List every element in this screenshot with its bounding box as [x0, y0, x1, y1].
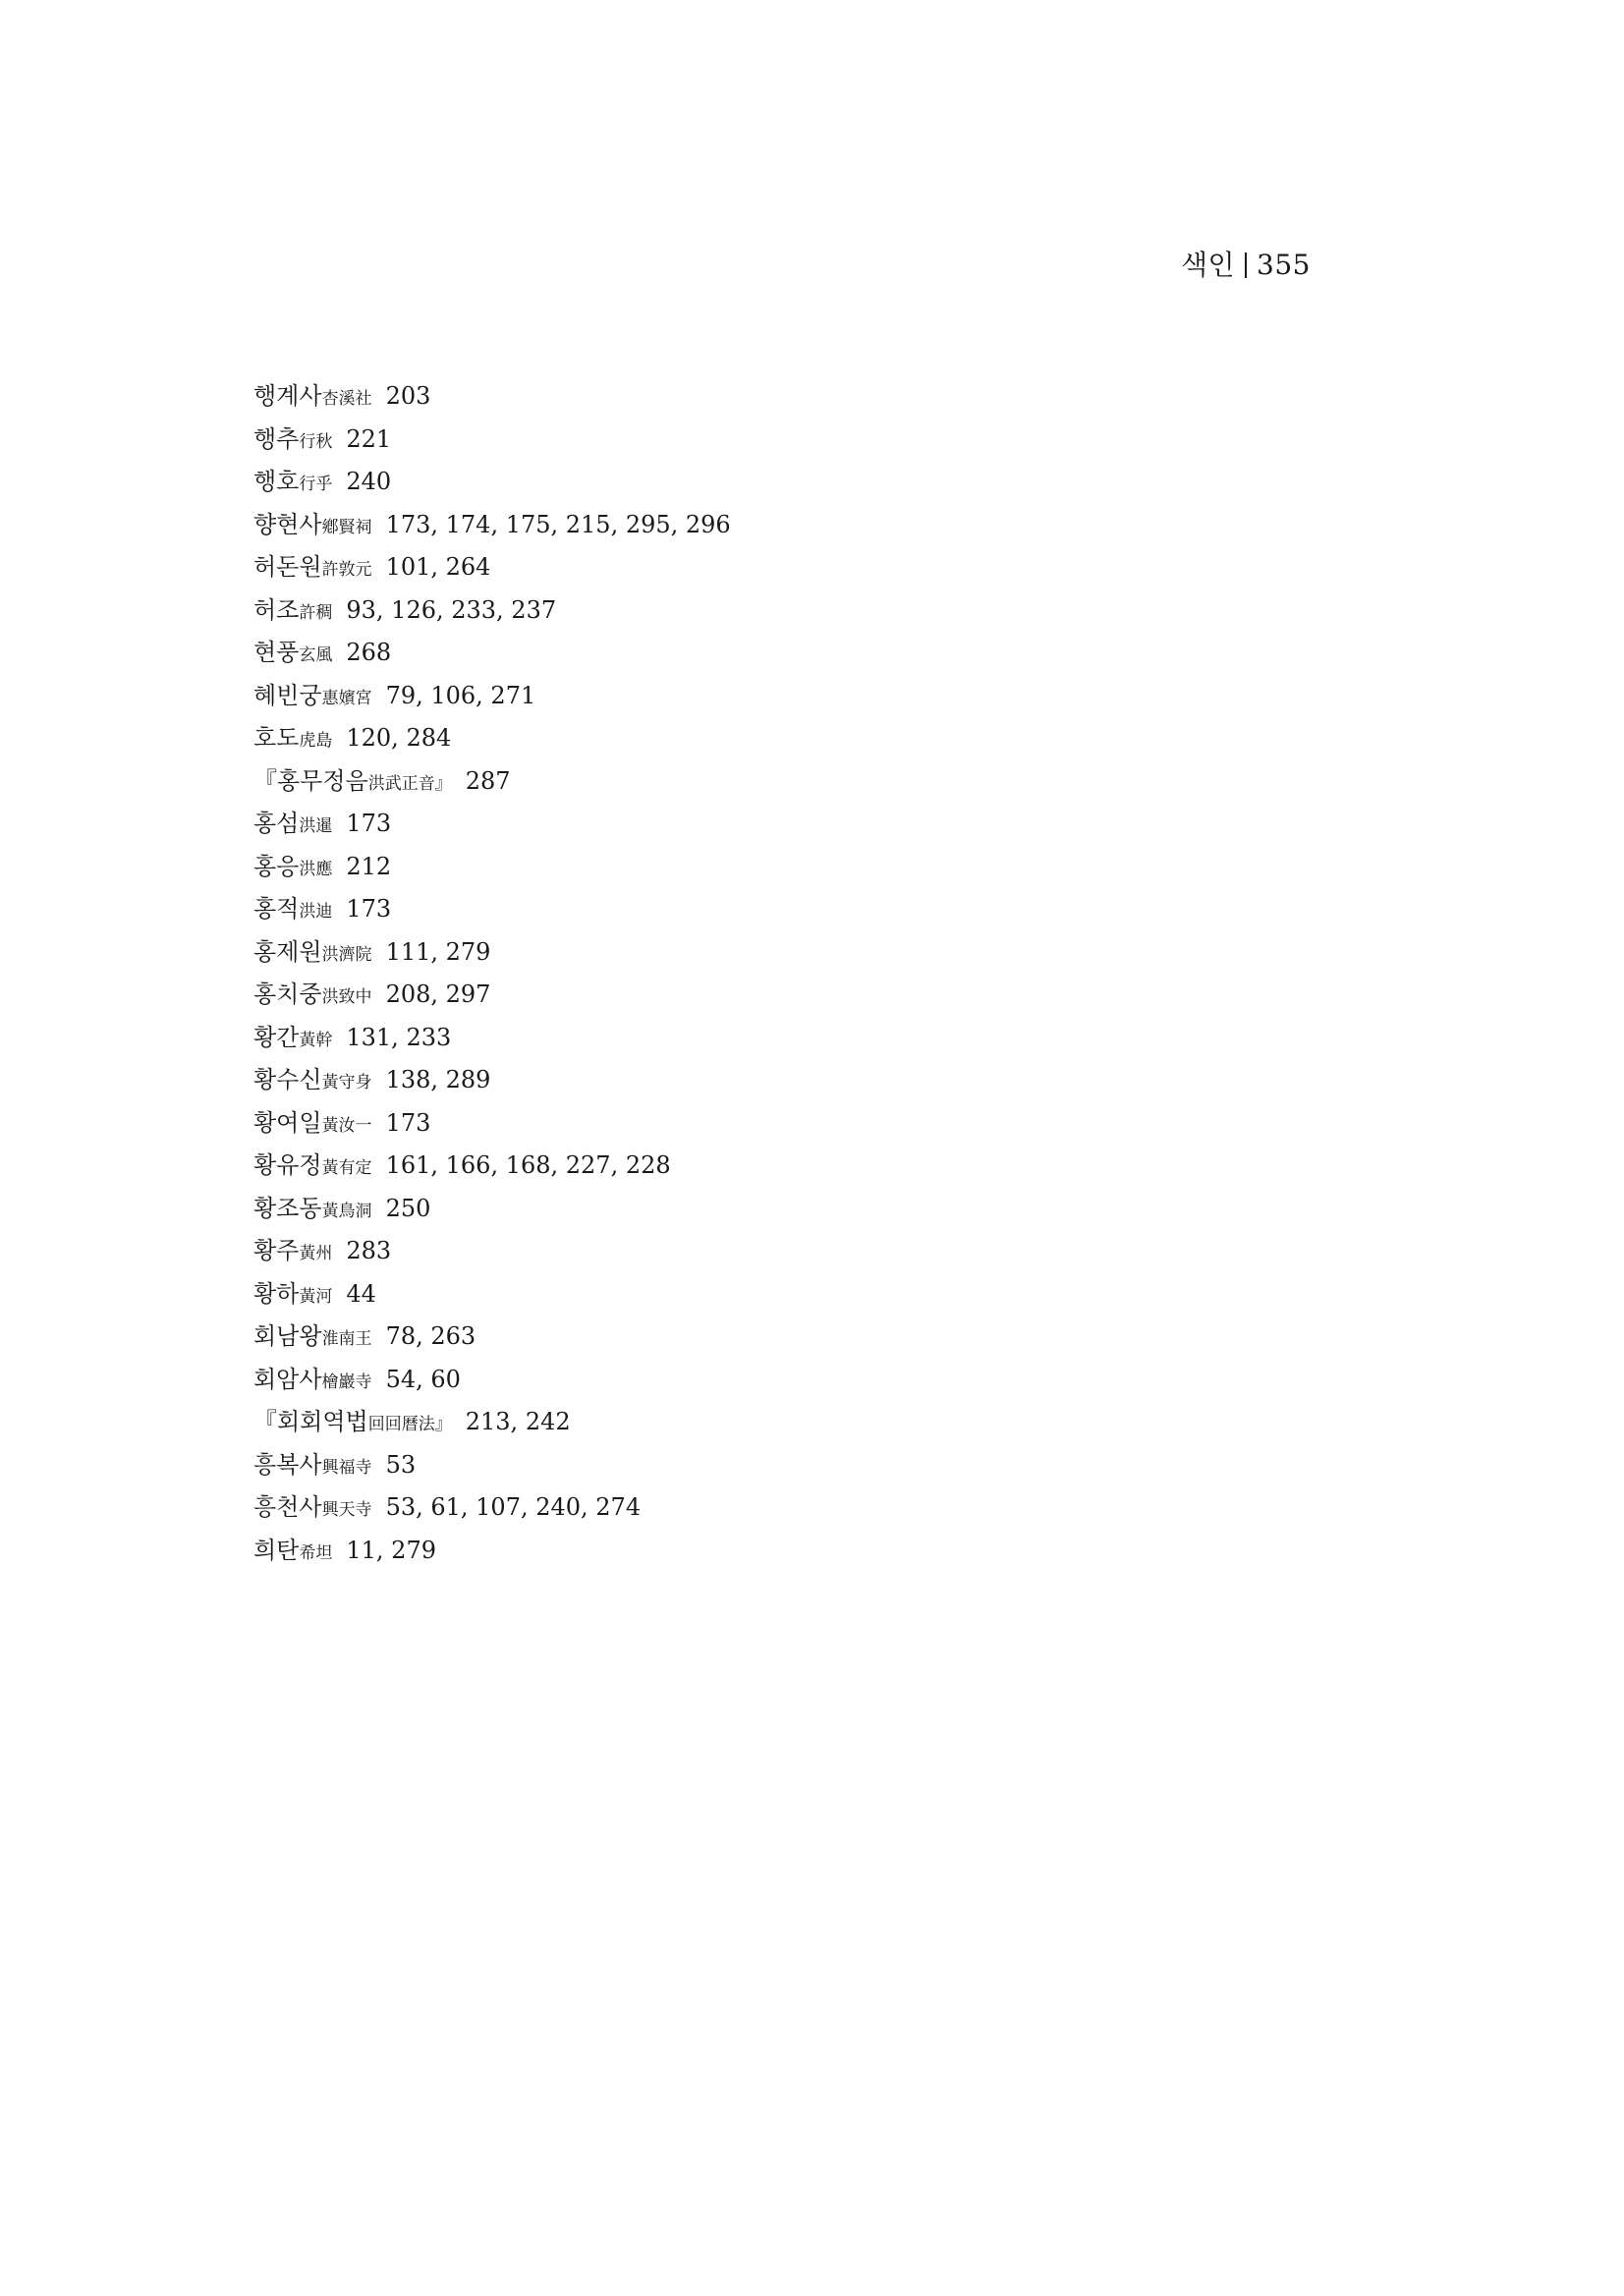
index-entry [253, 632, 731, 675]
index-term: 혜빈궁 [253, 681, 322, 709]
index-page-refs: 213, 242 [465, 1408, 571, 1435]
index-entry [253, 888, 731, 931]
index-term-hanja: 希坦 [299, 1542, 333, 1563]
index-page-refs: 221 [346, 424, 392, 453]
index-term-hanja: 許稠 [299, 602, 333, 623]
index-term: 홍응 [253, 852, 300, 880]
index-term: 회남왕 [253, 1322, 322, 1350]
index-page-refs: 111, 279 [385, 937, 491, 966]
index-term-hanja: 洪濟院 [321, 944, 372, 965]
index-term-hanja: 黃汝一 [321, 1115, 372, 1136]
index-page-refs: 138, 289 [385, 1066, 491, 1093]
index-page-refs: 250 [385, 1194, 431, 1222]
index-term-hanja: 黃河 [299, 1286, 333, 1307]
index-term-hanja: 黃有定 [321, 1158, 372, 1178]
index-term: 황주 [253, 1237, 300, 1264]
index-page-refs: 11, 279 [346, 1536, 436, 1564]
index-entry [253, 419, 731, 462]
index-entry [253, 1145, 731, 1188]
index-term-hanja: 檜巖寺 [321, 1372, 372, 1392]
index-term: 황유정 [253, 1151, 322, 1179]
index-term-hanja: 鄕賢祠 [321, 517, 372, 537]
index-term: 행계사 [253, 382, 322, 410]
index-page-refs: 173 [346, 810, 392, 837]
index-entry [253, 375, 731, 419]
index-entry [253, 1486, 731, 1530]
index-entry [253, 1230, 731, 1273]
index-term-hanja: 淮南王 [321, 1329, 372, 1349]
index-entry [253, 461, 731, 504]
index-term-hanja: 興天寺 [321, 1500, 372, 1520]
index-term: 홍치중 [253, 980, 322, 1008]
index-page-refs: 208, 297 [385, 980, 491, 1008]
index-term-hanja: 回回曆法』 [367, 1415, 452, 1434]
index-entry [253, 1530, 731, 1573]
index-term: 흥천사 [253, 1493, 322, 1521]
index-entry [253, 974, 731, 1017]
running-header [1181, 248, 1311, 283]
index-term: 『홍무정음 [253, 766, 368, 795]
index-term: 현풍 [253, 639, 300, 666]
index-entry [253, 1017, 731, 1060]
index-term: 호도 [253, 724, 300, 752]
index-entry [253, 931, 731, 975]
index-term-hanja: 洪致中 [321, 987, 372, 1007]
index-page-refs: 93, 126, 233, 237 [346, 595, 557, 624]
index-entry [253, 1444, 731, 1487]
index-term-hanja: 虎島 [299, 731, 333, 751]
index-entry [253, 1316, 731, 1359]
index-page-refs: 240 [346, 468, 392, 495]
index-term: 황여일 [253, 1108, 322, 1137]
index-term: 홍제원 [253, 937, 322, 966]
index-entry [253, 1102, 731, 1146]
index-term: 황조동 [253, 1194, 322, 1222]
index-term: 홍섬 [253, 810, 300, 837]
index-page-refs: 101, 264 [385, 553, 491, 581]
index-entry [253, 589, 731, 633]
index-entry [253, 1273, 731, 1316]
index-term-hanja: 黃州 [299, 1244, 333, 1263]
index-term-hanja: 黃守身 [321, 1073, 372, 1092]
index-page-refs: 173 [346, 895, 392, 923]
index-page-refs: 131, 233 [346, 1023, 452, 1051]
index-page-refs: 173, 174, 175, 215, 295, 296 [385, 510, 731, 538]
index-term-hanja: 杏溪社 [321, 389, 372, 409]
index-page-refs: 287 [465, 766, 511, 795]
index-term-hanja: 洪迪 [299, 902, 333, 922]
index-term-hanja: 洪武正音』 [367, 773, 452, 794]
index-term: 황수신 [253, 1066, 322, 1093]
index-page-refs: 120, 284 [346, 724, 452, 752]
section-title: 색인 [1180, 249, 1236, 281]
index-page-refs: 161, 166, 168, 227, 228 [385, 1151, 671, 1179]
index-term: 행호 [253, 468, 300, 495]
index-entry [253, 1401, 731, 1444]
index-term: 홍적 [253, 895, 300, 923]
index-term: 향현사 [253, 510, 322, 538]
index-page-refs: 54, 60 [385, 1365, 461, 1393]
index-term: 행추 [253, 424, 300, 453]
index-page-refs: 79, 106, 271 [385, 681, 536, 709]
index-term: 회암사 [253, 1365, 322, 1393]
page-number: 355 [1257, 249, 1311, 281]
index-list [253, 375, 731, 1572]
index-term: 황간 [253, 1023, 300, 1051]
index-term: 희탄 [253, 1536, 300, 1564]
index-page-refs: 53, 61, 107, 240, 274 [385, 1493, 642, 1521]
index-term: 흥복사 [253, 1450, 322, 1479]
index-entry [253, 846, 731, 889]
index-entry [253, 1059, 731, 1102]
index-term-hanja: 玄風 [299, 645, 333, 665]
index-entry [253, 675, 731, 718]
index-page-refs: 268 [346, 639, 392, 666]
index-entry [253, 504, 731, 547]
index-term-hanja: 洪暹 [299, 816, 333, 836]
index-term: 허돈원 [253, 553, 322, 581]
index-page-refs: 53 [385, 1450, 417, 1479]
index-page-refs: 173 [385, 1108, 431, 1137]
index-page-refs: 78, 263 [385, 1322, 476, 1350]
index-entry [253, 546, 731, 589]
index-term: 『회회역법 [253, 1408, 368, 1435]
index-term-hanja: 許敦元 [321, 560, 372, 580]
index-term-hanja: 行乎 [299, 475, 333, 494]
index-term: 허조 [253, 595, 300, 624]
index-page-refs: 203 [385, 382, 431, 410]
index-page-refs: 44 [346, 1279, 376, 1308]
index-entry [253, 803, 731, 846]
index-page-refs: 212 [346, 852, 392, 880]
index-entry [253, 760, 731, 804]
index-entry [253, 1359, 731, 1402]
index-page-refs: 283 [346, 1237, 392, 1264]
index-term-hanja: 黃鳥洞 [321, 1201, 372, 1221]
index-term-hanja: 行秋 [299, 431, 333, 452]
index-term-hanja: 惠嬪宮 [321, 688, 372, 708]
index-entry [253, 1188, 731, 1231]
header-separator [1245, 252, 1247, 278]
index-term-hanja: 黃幹 [299, 1030, 333, 1050]
index-term-hanja: 興福寺 [321, 1457, 372, 1478]
index-entry [253, 717, 731, 760]
index-term-hanja: 洪應 [299, 859, 333, 879]
index-term: 황하 [253, 1279, 300, 1308]
